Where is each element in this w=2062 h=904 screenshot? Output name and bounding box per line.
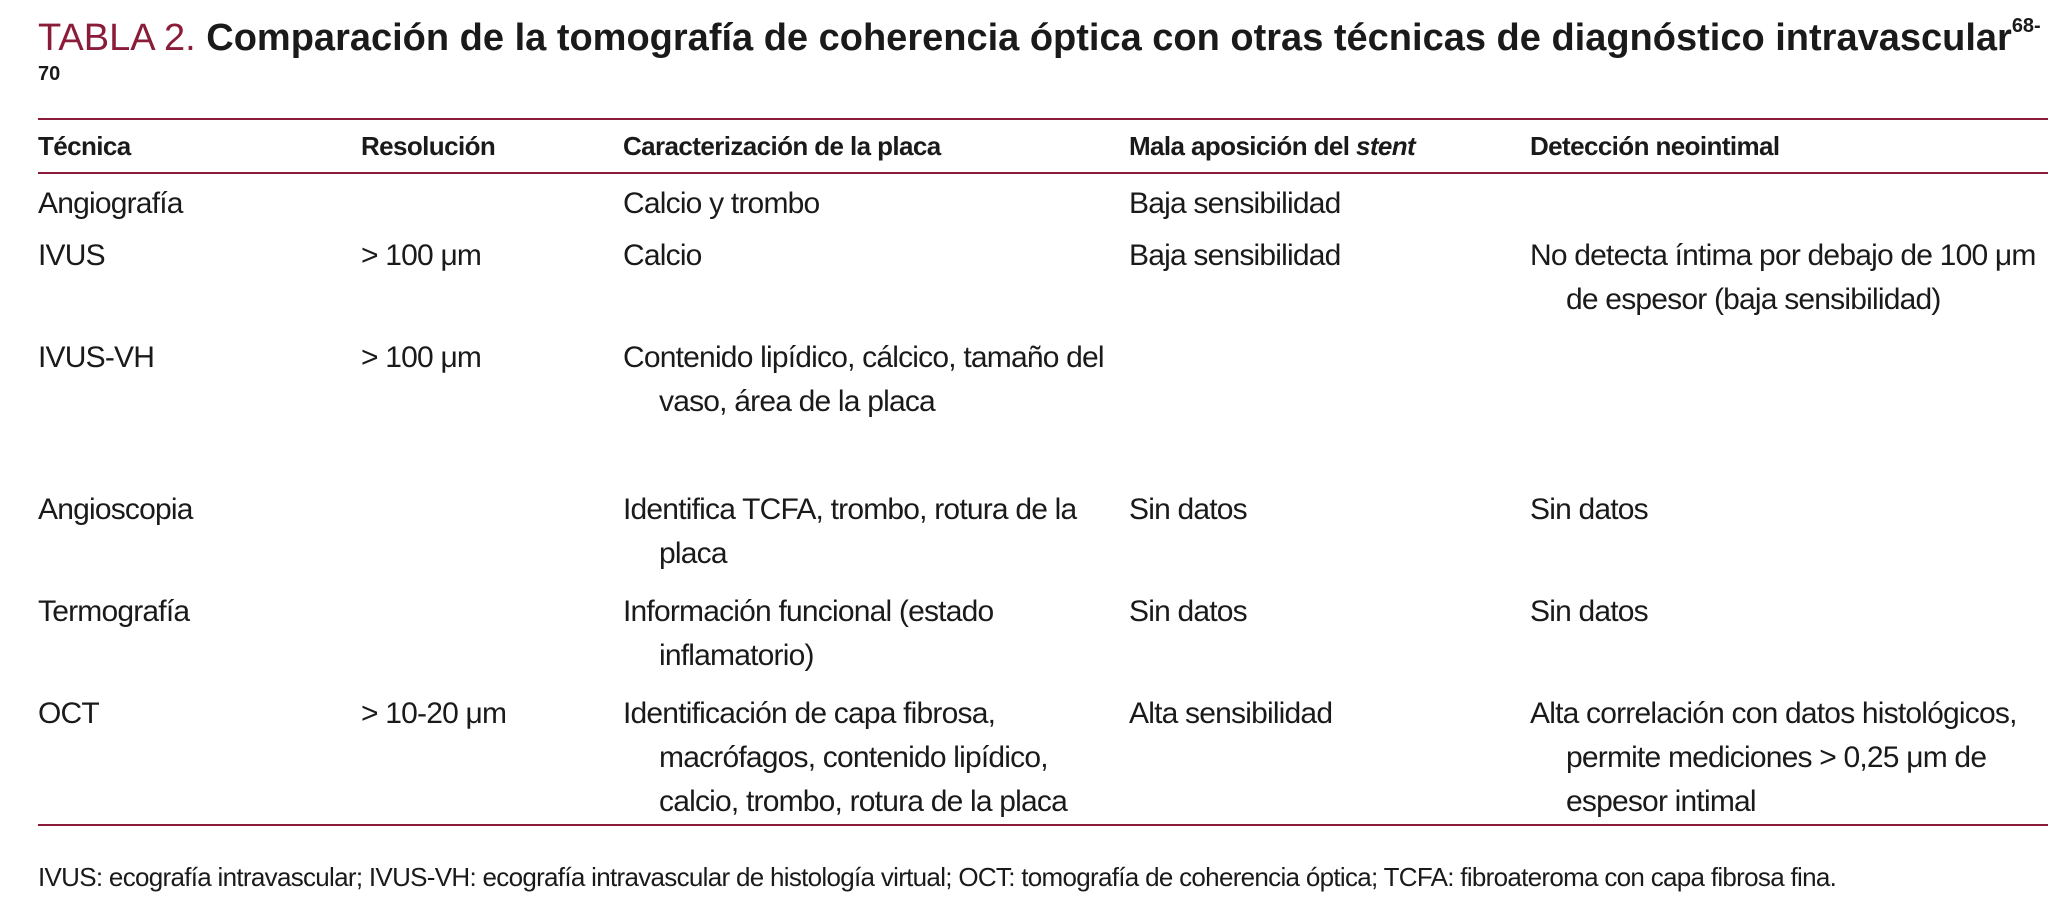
cell-resolucion — [361, 232, 623, 336]
cell-tecnica-text: IVUS — [38, 239, 105, 272]
table-header — [38, 119, 2048, 173]
cell-caracterizacion-text: Contenido lipídico, cálcico, tamaño del vaso, área de la placa — [623, 341, 1104, 418]
table-body — [38, 173, 2048, 825]
cell-caracterizacion — [623, 590, 1129, 692]
cell-mala-aposicion-text: Sin datos — [1129, 493, 1247, 526]
title-references: 68-70 — [38, 15, 2041, 85]
cell-deteccion-text: Sin datos — [1530, 595, 1648, 628]
cell-mala-aposicion — [1129, 590, 1530, 692]
table-title-text: Comparación de la tomografía de coherencia óptica con otras técnicas de diagnóstico intravascular — [206, 17, 2012, 59]
cell-resolucion — [361, 692, 623, 825]
header-deteccion: Detección neointimal — [1530, 130, 1780, 161]
cell-caracterizacion — [623, 692, 1129, 825]
cell-caracterizacion-text: Calcio — [623, 239, 702, 272]
header-row — [38, 119, 2048, 173]
table-footnote: IVUS: ecografía intravascular; IVUS-VH: ecografía intravascular de histología virtual; OCT: tomografía de coherencia óptica; TCFA: fibroateroma con capa fibrosa fina. — [38, 862, 1837, 892]
header-resolucion: Resolución — [361, 130, 496, 161]
cell-caracterizacion-text: Identificación de capa fibrosa, macrófagos, contenido lipídico, calcio, trombo, rotura de la placa — [623, 697, 1068, 818]
cell-mala-aposicion-text: Sin datos — [1129, 595, 1247, 628]
cell-mala-aposicion — [1129, 336, 1530, 488]
cell-resolucion — [361, 488, 623, 590]
table-row — [38, 336, 2048, 488]
cell-deteccion — [1530, 590, 2048, 692]
cell-deteccion — [1530, 336, 2048, 488]
cell-deteccion — [1530, 488, 2048, 590]
cell-caracterizacion-text: Calcio y trombo — [623, 187, 820, 220]
cell-mala-aposicion — [1129, 692, 1530, 825]
cell-tecnica — [38, 488, 361, 590]
table-title — [38, 14, 2048, 110]
table-number: TABLA 2. — [38, 17, 196, 59]
cell-resolucion-text: > 10-20 μm — [361, 697, 507, 730]
cell-caracterizacion-text: Información funcional (estado inflamatorio) — [623, 595, 994, 672]
cell-tecnica-text: Angiografía — [38, 187, 183, 220]
header-mala-aposicion-text: Mala aposición del — [1129, 130, 1356, 161]
document — [38, 14, 2048, 892]
table-row — [38, 590, 2048, 692]
cell-tecnica — [38, 692, 361, 825]
cell-tecnica-text: Angioscopia — [38, 493, 193, 526]
cell-tecnica-text: OCT — [38, 697, 99, 730]
cell-deteccion — [1530, 692, 2048, 825]
cell-mala-aposicion — [1129, 232, 1530, 336]
cell-resolucion — [361, 173, 623, 232]
cell-deteccion-text: Sin datos — [1530, 493, 1648, 526]
header-tecnica: Técnica — [38, 130, 131, 161]
cell-mala-aposicion-text: Baja sensibilidad — [1129, 239, 1341, 272]
cell-tecnica — [38, 590, 361, 692]
cell-resolucion — [361, 336, 623, 488]
table-row — [38, 173, 2048, 232]
table-row — [38, 488, 2048, 590]
cell-tecnica — [38, 336, 361, 488]
cell-tecnica-text: IVUS-VH — [38, 341, 155, 374]
cell-mala-aposicion-text: Baja sensibilidad — [1129, 187, 1341, 220]
header-caracterizacion: Caracterización de la placa — [623, 130, 941, 161]
cell-caracterizacion — [623, 336, 1129, 488]
cell-caracterizacion — [623, 173, 1129, 232]
table-row — [38, 232, 2048, 336]
cell-resolucion-text: > 100 μm — [361, 341, 482, 374]
cell-deteccion — [1530, 232, 2048, 336]
cell-caracterizacion — [623, 488, 1129, 590]
cell-deteccion-text: Alta correlación con datos histológicos, permite mediciones > 0,25 μm de espesor intimal — [1530, 697, 2017, 818]
cell-tecnica — [38, 232, 361, 336]
cell-deteccion-text: No detecta íntima por debajo de 100 μm de espesor (baja sensibilidad) — [1530, 239, 2036, 316]
cell-resolucion-text: > 100 μm — [361, 239, 482, 272]
cell-mala-aposicion — [1129, 488, 1530, 590]
cell-mala-aposicion — [1129, 173, 1530, 232]
cell-deteccion — [1530, 173, 2048, 232]
comparison-table — [38, 118, 2048, 826]
cell-mala-aposicion-text: Alta sensibilidad — [1129, 697, 1333, 730]
header-mala-aposicion — [1129, 119, 1530, 173]
cell-tecnica-text: Termografía — [38, 595, 190, 628]
cell-resolucion — [361, 590, 623, 692]
cell-caracterizacion-text: Identifica TCFA, trombo, rotura de la placa — [623, 493, 1077, 570]
cell-caracterizacion — [623, 232, 1129, 336]
cell-tecnica — [38, 173, 361, 232]
table-row — [38, 692, 2048, 825]
header-stent-italic: stent — [1356, 130, 1416, 161]
